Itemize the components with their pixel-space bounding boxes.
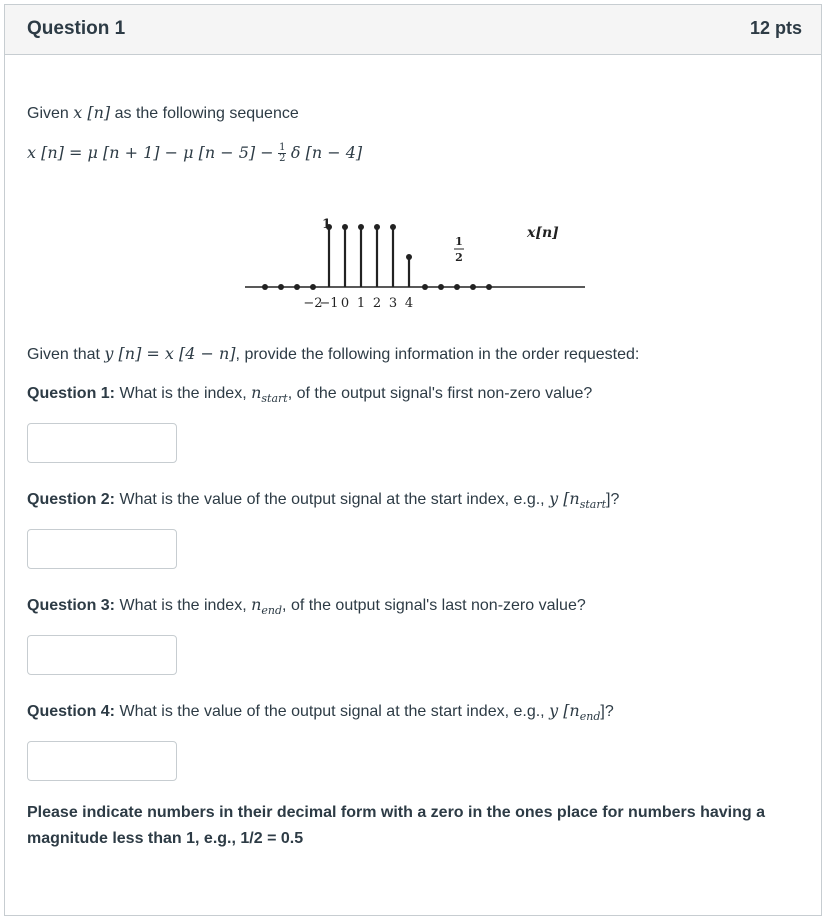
question-1-answer-input[interactable] — [27, 423, 177, 463]
given-y-prefix: Given that — [27, 346, 100, 363]
equation-right: δ [n − 4] — [290, 143, 363, 162]
question-3-answer-input[interactable] — [27, 635, 177, 675]
question-3-prompt — [27, 595, 586, 617]
question-title: Question 1 — [27, 18, 126, 39]
question-1-sub: start — [261, 392, 288, 405]
question-3-text-a: What is the index, — [119, 597, 247, 614]
half-label-numerator: 1 — [455, 235, 463, 248]
given-y-suffix: , provide the following information in the order requested: — [235, 346, 640, 363]
frac-denominator: 2 — [279, 153, 286, 165]
stem-point — [310, 284, 316, 290]
x-equation — [27, 143, 362, 164]
tick-label: 2 — [372, 296, 382, 311]
question-2-sub: start — [579, 498, 607, 511]
tick-label: 1 — [356, 296, 366, 311]
stem-point — [454, 284, 460, 290]
question-4-prompt — [27, 701, 614, 723]
question-header — [5, 5, 821, 55]
question-4-answer-input[interactable] — [27, 741, 177, 781]
tick-label: 4 — [404, 296, 414, 311]
question-1-label: Question 1: — [27, 385, 116, 402]
stem-point — [470, 284, 476, 290]
given-x-line — [27, 103, 299, 123]
stem-point — [422, 284, 428, 290]
question-body — [5, 55, 821, 915]
half-label-denominator: 2 — [455, 251, 463, 264]
stem-point — [390, 224, 396, 230]
top-value-label: 1 — [322, 217, 332, 232]
given-suffix: as the following sequence — [114, 105, 299, 122]
given-y-line — [27, 344, 639, 364]
stem-point — [358, 224, 364, 230]
question-3-label: Question 3: — [27, 597, 116, 614]
given-variable: x [n] — [73, 103, 111, 122]
half-fraction — [278, 143, 286, 164]
question-1-var: n — [251, 383, 262, 402]
question-4-text-b: ]? — [600, 703, 614, 720]
question-3-sub: end — [261, 604, 283, 617]
tick-label: 3 — [388, 296, 398, 311]
frac-numerator: 1 — [279, 142, 286, 154]
question-2-label: Question 2: — [27, 491, 116, 508]
tick-label: −1 — [319, 296, 339, 311]
question-4-sub: end — [579, 710, 601, 723]
equation-left: x [n] = μ [n + 1] − μ [n − 5] − — [27, 143, 274, 162]
given-prefix: Given — [27, 105, 69, 122]
question-2-var: y [n — [549, 489, 580, 508]
question-2-text-b: ]? — [606, 491, 620, 508]
question-2-prompt — [27, 489, 619, 511]
stem-point — [374, 224, 380, 230]
stem-point — [438, 284, 444, 290]
question-4-label: Question 4: — [27, 703, 116, 720]
stem-point — [406, 254, 412, 260]
signal-label: x[n] — [527, 225, 559, 241]
question-4-var: y [n — [549, 701, 580, 720]
question-2-answer-input[interactable] — [27, 529, 177, 569]
question-3-var: n — [251, 595, 262, 614]
question-3-text-b: , of the output signal's last non-zero value? — [282, 597, 586, 614]
stem-point — [342, 224, 348, 230]
question-1-prompt — [27, 383, 592, 405]
decimal-format-note: Please indicate numbers in their decimal form with a zero in the ones place for numbers having a magnitude less than 1, e.g., 1/2 = 0.5 — [27, 804, 765, 847]
question-card — [4, 4, 822, 916]
stem-point — [262, 284, 268, 290]
stem-plot — [235, 205, 595, 320]
question-4-text-a: What is the value of the output signal at the start index, e.g., — [119, 703, 545, 720]
stem-point — [294, 284, 300, 290]
question-1-text-b: , of the output signal's first non-zero value? — [287, 385, 593, 402]
stem-point — [486, 284, 492, 290]
question-2-text-a: What is the value of the output signal at the start index, e.g., — [119, 491, 545, 508]
stem-point — [278, 284, 284, 290]
tick-label: −2 — [303, 296, 323, 311]
question-1-text-a: What is the index, — [119, 385, 247, 402]
tick-label: 0 — [340, 296, 350, 311]
question-points: 12 pts — [749, 18, 802, 38]
given-y-expression: y [n] = x [4 − n] — [104, 344, 236, 363]
